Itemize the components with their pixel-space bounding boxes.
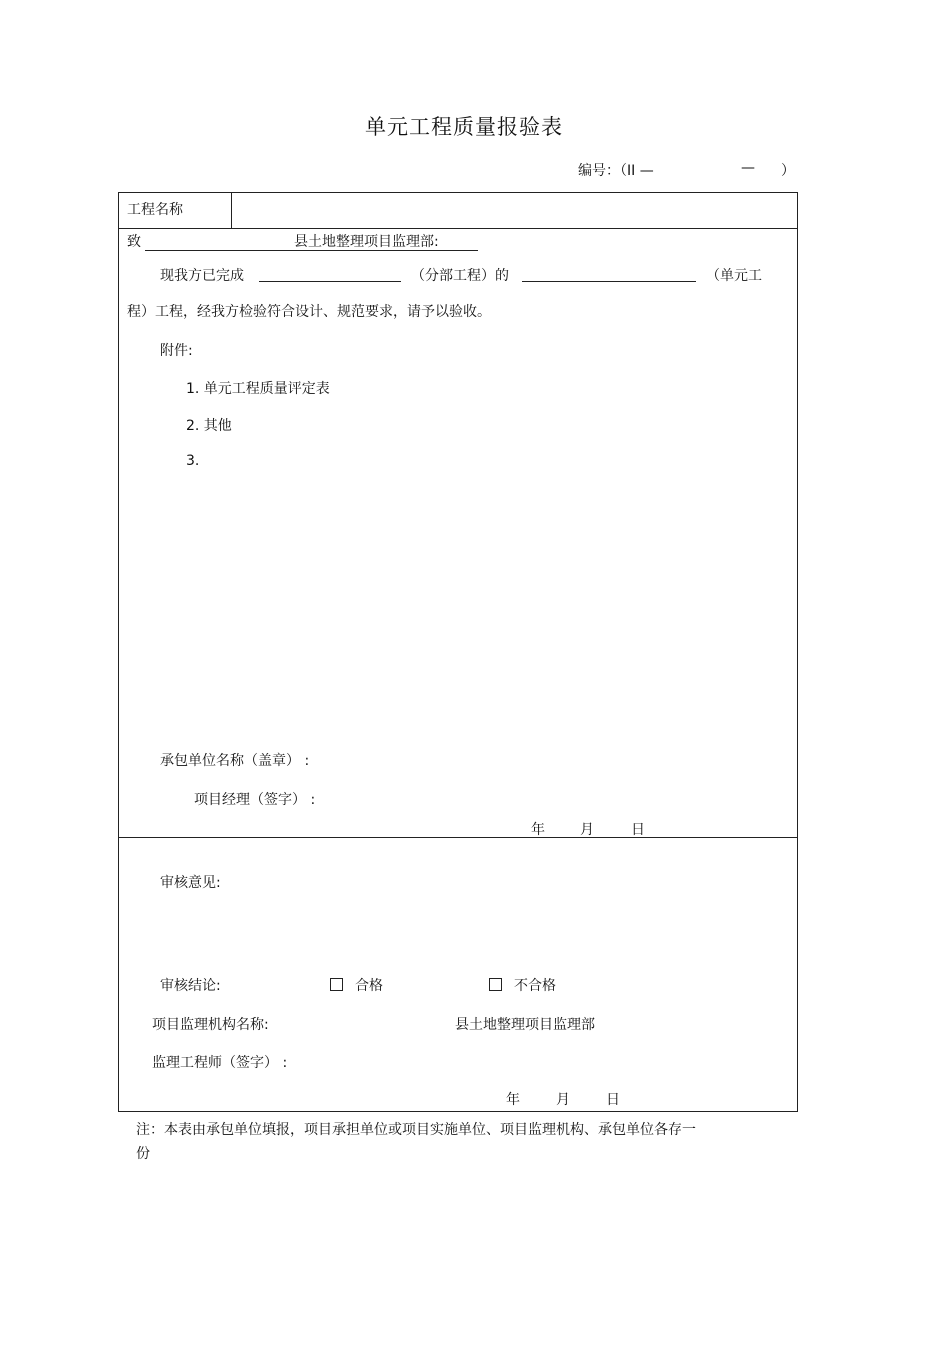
report-date-year: 年 xyxy=(531,822,545,838)
addressee-prefix: 致 xyxy=(127,234,141,250)
project-name-label: 工程名称 xyxy=(127,202,183,218)
project-name-field[interactable] xyxy=(240,199,790,221)
fail-checkbox[interactable] xyxy=(489,978,502,991)
header-cell-divider xyxy=(231,192,232,229)
option-pass[interactable] xyxy=(330,975,383,995)
review-date-year: 年 xyxy=(506,1092,520,1108)
sub-project-blank[interactable] xyxy=(259,281,401,282)
attachment-item: 2. 其他 xyxy=(186,418,232,434)
attachment-item: 3. xyxy=(186,453,200,469)
table-bottom-border xyxy=(118,1111,798,1112)
section-divider xyxy=(118,837,798,838)
serial-number-dash: — xyxy=(741,160,755,176)
agency-label: 项目监理机构名称: xyxy=(152,1017,269,1033)
agency-value: 县土地整理项目监理部 xyxy=(455,1017,595,1033)
pass-checkbox[interactable] xyxy=(330,978,343,991)
project-manager-label: 项目经理（签字） : xyxy=(194,792,316,808)
pass-label: 合格 xyxy=(355,978,383,994)
serial-number-close: ） xyxy=(781,163,795,179)
review-conclusion-label: 审核结论: xyxy=(160,978,221,994)
unit-project-blank[interactable] xyxy=(522,281,696,282)
serial-number-label: 编号：（II — xyxy=(578,163,654,179)
attachments-label: 附件: xyxy=(160,343,193,359)
body-text-completed: 现我方已完成 xyxy=(160,268,244,284)
review-date-month: 月 xyxy=(556,1092,570,1108)
engineer-label: 监理工程师（签字） : xyxy=(152,1055,288,1071)
addressee-underline[interactable] xyxy=(145,250,478,251)
table-left-border xyxy=(118,192,119,1112)
option-fail[interactable] xyxy=(489,975,556,995)
footnote-line1: 注：本表由承包单位填报，项目承担单位或项目实施单位、项目监理机构、承包单位各存一 xyxy=(136,1122,696,1138)
report-date-month: 月 xyxy=(580,822,594,838)
review-opinion-label: 审核意见: xyxy=(160,875,221,891)
addressee-org: 县土地整理项目监理部: xyxy=(294,234,439,250)
attachment-item: 1. 单元工程质量评定表 xyxy=(186,381,330,397)
body-text-request: 程）工程，经我方检验符合设计、规范要求，请予以验收。 xyxy=(127,304,491,320)
report-date-day: 日 xyxy=(631,822,645,838)
fail-label: 不合格 xyxy=(514,978,556,994)
table-right-border xyxy=(797,192,798,1112)
body-text-sub-project: （分部工程）的 xyxy=(411,268,509,284)
table-top-border xyxy=(118,192,798,193)
footnote-line2: 份 xyxy=(136,1146,150,1162)
contractor-label: 承包单位名称（盖章） : xyxy=(160,753,310,769)
body-text-unit-project: （单元工 xyxy=(706,268,762,284)
review-date-day: 日 xyxy=(606,1092,620,1108)
header-row-divider xyxy=(118,228,798,229)
page-title: 单元工程质量报验表 xyxy=(365,115,563,139)
